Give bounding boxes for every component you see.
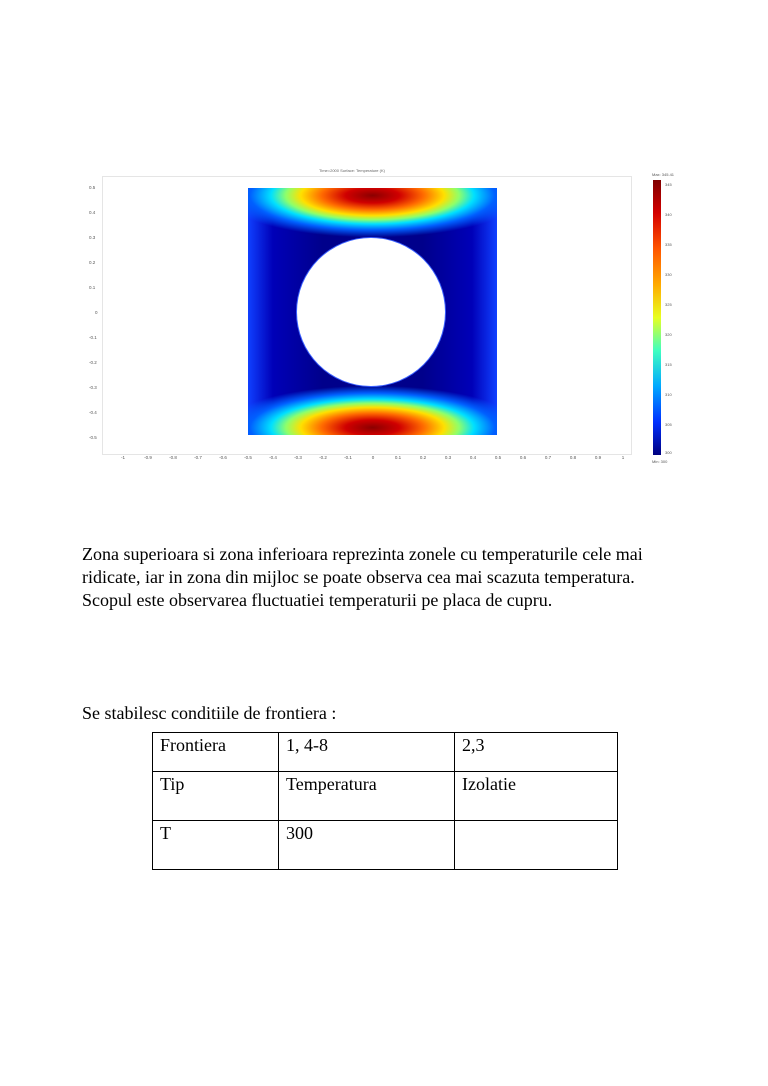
y-tick: -0.5 [89, 435, 97, 440]
x-tick: 0.8 [569, 455, 577, 460]
colorbar-tick: 330 [665, 272, 672, 277]
x-tick: 1 [621, 455, 625, 460]
colorbar-tick: 310 [665, 392, 672, 397]
boundary-conditions-intro: Se stabilesc conditiile de frontiera : [82, 703, 337, 723]
colorbar-tick: 335 [665, 242, 672, 247]
table-cell: T [153, 821, 279, 870]
x-tick: -0.6 [219, 455, 227, 460]
plot-title: Time=2000 Surface: Temperature (K) [319, 168, 385, 173]
table-cell: Frontiera [153, 733, 279, 772]
y-tick: -0.4 [89, 410, 97, 415]
x-tick: 0.2 [419, 455, 427, 460]
y-tick: -0.2 [89, 360, 97, 365]
x-tick: -1 [120, 455, 126, 460]
x-tick: 0 [371, 455, 375, 460]
x-tick: 0.7 [544, 455, 552, 460]
x-tick: -0.9 [144, 455, 152, 460]
colorbar-tick: 300 [665, 450, 672, 455]
table-row [153, 772, 618, 821]
colorbar [653, 180, 661, 455]
colorbar-tick: 315 [665, 362, 672, 367]
description-paragraph: Zona superioara si zona inferioara reprezinta zonele cu temperaturile cele mai ridicate, iar in zona din mijloc se poate observa cea mai scazuta temperatura. Scopul este observarea fluctuatiei temperaturii pe placa de cupru. [82, 544, 643, 610]
x-tick: -0.7 [194, 455, 202, 460]
colorbar-min-label: Min: 300 [652, 459, 668, 464]
x-tick: 0.6 [519, 455, 527, 460]
x-tick: -0.5 [244, 455, 252, 460]
table-cell: Izolatie [455, 772, 618, 821]
y-tick: 0.2 [89, 260, 96, 265]
boundary-conditions-table [152, 732, 618, 870]
table-cell [455, 821, 618, 870]
table-row [153, 733, 618, 772]
table-cell: Tip [153, 772, 279, 821]
x-tick: 0.1 [394, 455, 402, 460]
circular-hole [297, 238, 445, 386]
x-tick: -0.4 [269, 455, 277, 460]
x-tick: -0.2 [319, 455, 327, 460]
table-cell: 300 [279, 821, 455, 870]
x-tick: -0.3 [294, 455, 302, 460]
x-tick: -0.1 [344, 455, 352, 460]
x-tick: 0.9 [594, 455, 602, 460]
y-tick: 0.4 [89, 210, 96, 215]
x-tick: 0.3 [444, 455, 452, 460]
table-cell: Temperatura [279, 772, 455, 821]
colorbar-max-label: Max: 345.41 [652, 172, 675, 177]
colorbar-tick: 325 [665, 302, 672, 307]
x-tick: -0.8 [169, 455, 177, 460]
table-cell: 2,3 [455, 733, 618, 772]
colorbar-tick: 305 [665, 422, 672, 427]
y-tick: -0.1 [89, 335, 97, 340]
x-tick: 0.4 [469, 455, 477, 460]
x-tick: 0.5 [494, 455, 502, 460]
y-tick: 0 [95, 310, 98, 315]
colorbar-tick: 345 [665, 182, 672, 187]
colorbar-tick: 320 [665, 332, 672, 337]
y-tick: 0.5 [89, 185, 96, 190]
temperature-surface-plot [82, 168, 682, 468]
table-cell: 1, 4-8 [279, 733, 455, 772]
colorbar-tick: 340 [665, 212, 672, 217]
y-tick: 0.1 [89, 285, 96, 290]
y-tick: -0.3 [89, 385, 97, 390]
table-row [153, 821, 618, 870]
y-tick: 0.3 [89, 235, 96, 240]
